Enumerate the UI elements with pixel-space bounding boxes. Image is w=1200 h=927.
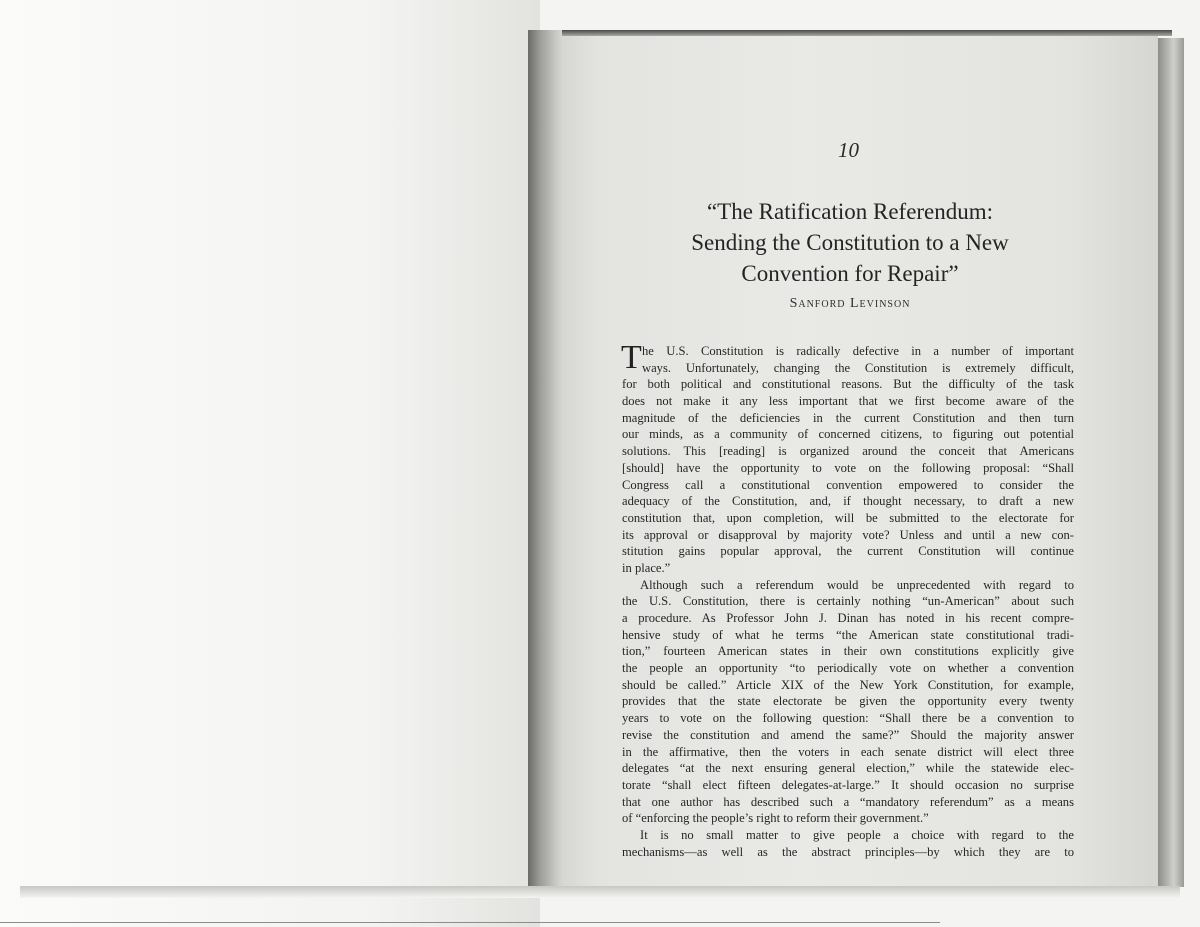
page-top-edge — [562, 30, 1172, 36]
text-line: torate “shall elect fifteen delegates-at-large.” It should occasion no surprise — [622, 777, 1074, 792]
text-line: our minds, as a community of concerned citizens, to figuring out potential — [622, 427, 1074, 442]
drop-cap: T — [621, 339, 642, 376]
text-line: Although such a referendum would be unprecedented with regard to — [640, 577, 1074, 592]
text-line: its approval or disapproval by majority vote? Unless and until a new con- — [622, 527, 1074, 542]
author-name: Sanford Levinson — [789, 296, 911, 311]
text-line: stitution gains popular approval, the current Constitution will continue — [622, 544, 1074, 559]
text-line: adequacy of the Constitution, and, if thought necessary, to draft a new — [622, 494, 1074, 509]
text-line: does not make it any less important that we first become aware of the — [622, 394, 1074, 409]
text-line: Congress call a constitutional convention empowered to consider the — [622, 477, 1074, 492]
text-line: in place.” — [622, 560, 671, 575]
bottom-shadow — [20, 886, 1180, 898]
left-blank-page — [0, 0, 540, 927]
chapter-number: 10 — [838, 138, 859, 162]
text-line: years to vote on the following question: “Shall there be a convention to — [622, 711, 1074, 726]
text-line: of “enforcing the people’s right to reform their government.” — [622, 811, 929, 826]
scan-bottom-line — [0, 922, 940, 923]
text-line: It is no small matter to give people a choice with regard to the — [640, 827, 1074, 842]
text-line: tion,” fourteen American states in their own constitutions explicitly give — [622, 644, 1074, 659]
page-stack-edge — [1158, 38, 1184, 887]
text-line: revise the constitution and amend the same?” Should the majority answer — [622, 727, 1074, 742]
text-line: that one author has described such a “mandatory referendum” as a means — [622, 794, 1074, 809]
text-line: he U.S. Constitution is radically defective in a number of important — [642, 344, 1074, 358]
text-line: mechanisms—as well as the abstract principles—by which they are to — [622, 844, 1074, 859]
text-line: ways. Unfortunately, changing the Constitution is extremely difficult, — [642, 360, 1074, 375]
text-line: a procedure. As Professor John J. Dinan has noted in his recent compre- — [622, 611, 1074, 625]
text-line: provides that the state electorate be given the opportunity every twenty — [622, 694, 1074, 709]
text-line: [should] have the opportunity to vote on the following proposal: “Shall — [622, 460, 1074, 475]
chapter-title-line: “The Ratification Referendum: — [706, 199, 994, 224]
chapter-title-line: Sending the Constitution to a New — [691, 230, 1009, 255]
chapter-title — [640, 196, 1060, 289]
chapter-title-line: Convention for Repair” — [741, 261, 959, 286]
text-line: hensive study of what he terms “the American state constitutional tradi- — [622, 627, 1074, 642]
body-text — [621, 339, 1074, 860]
text-line: the people an opportunity “to periodically vote on whether a convention — [622, 661, 1074, 676]
text-line: for both political and constitutional reasons. But the difficulty of the task — [622, 377, 1074, 392]
text-line: in the affirmative, then the voters in each senate district will elect three — [622, 744, 1074, 759]
text-line: delegates “at the next ensuring general election,” while the statewide elec- — [622, 761, 1074, 776]
text-line: magnitude of the deficiencies in the current Constitution and then turn — [622, 410, 1074, 425]
text-line: solutions. This [reading] is organized around the conceit that Americans — [622, 444, 1074, 459]
text-line: the U.S. Constitution, there is certainly nothing “un-American” about such — [622, 594, 1074, 609]
text-line: should be called.” Article XIX of the New York Constitution, for example, — [622, 677, 1074, 692]
text-line: constitution that, upon completion, will be submitted to the electorate for — [622, 510, 1074, 525]
